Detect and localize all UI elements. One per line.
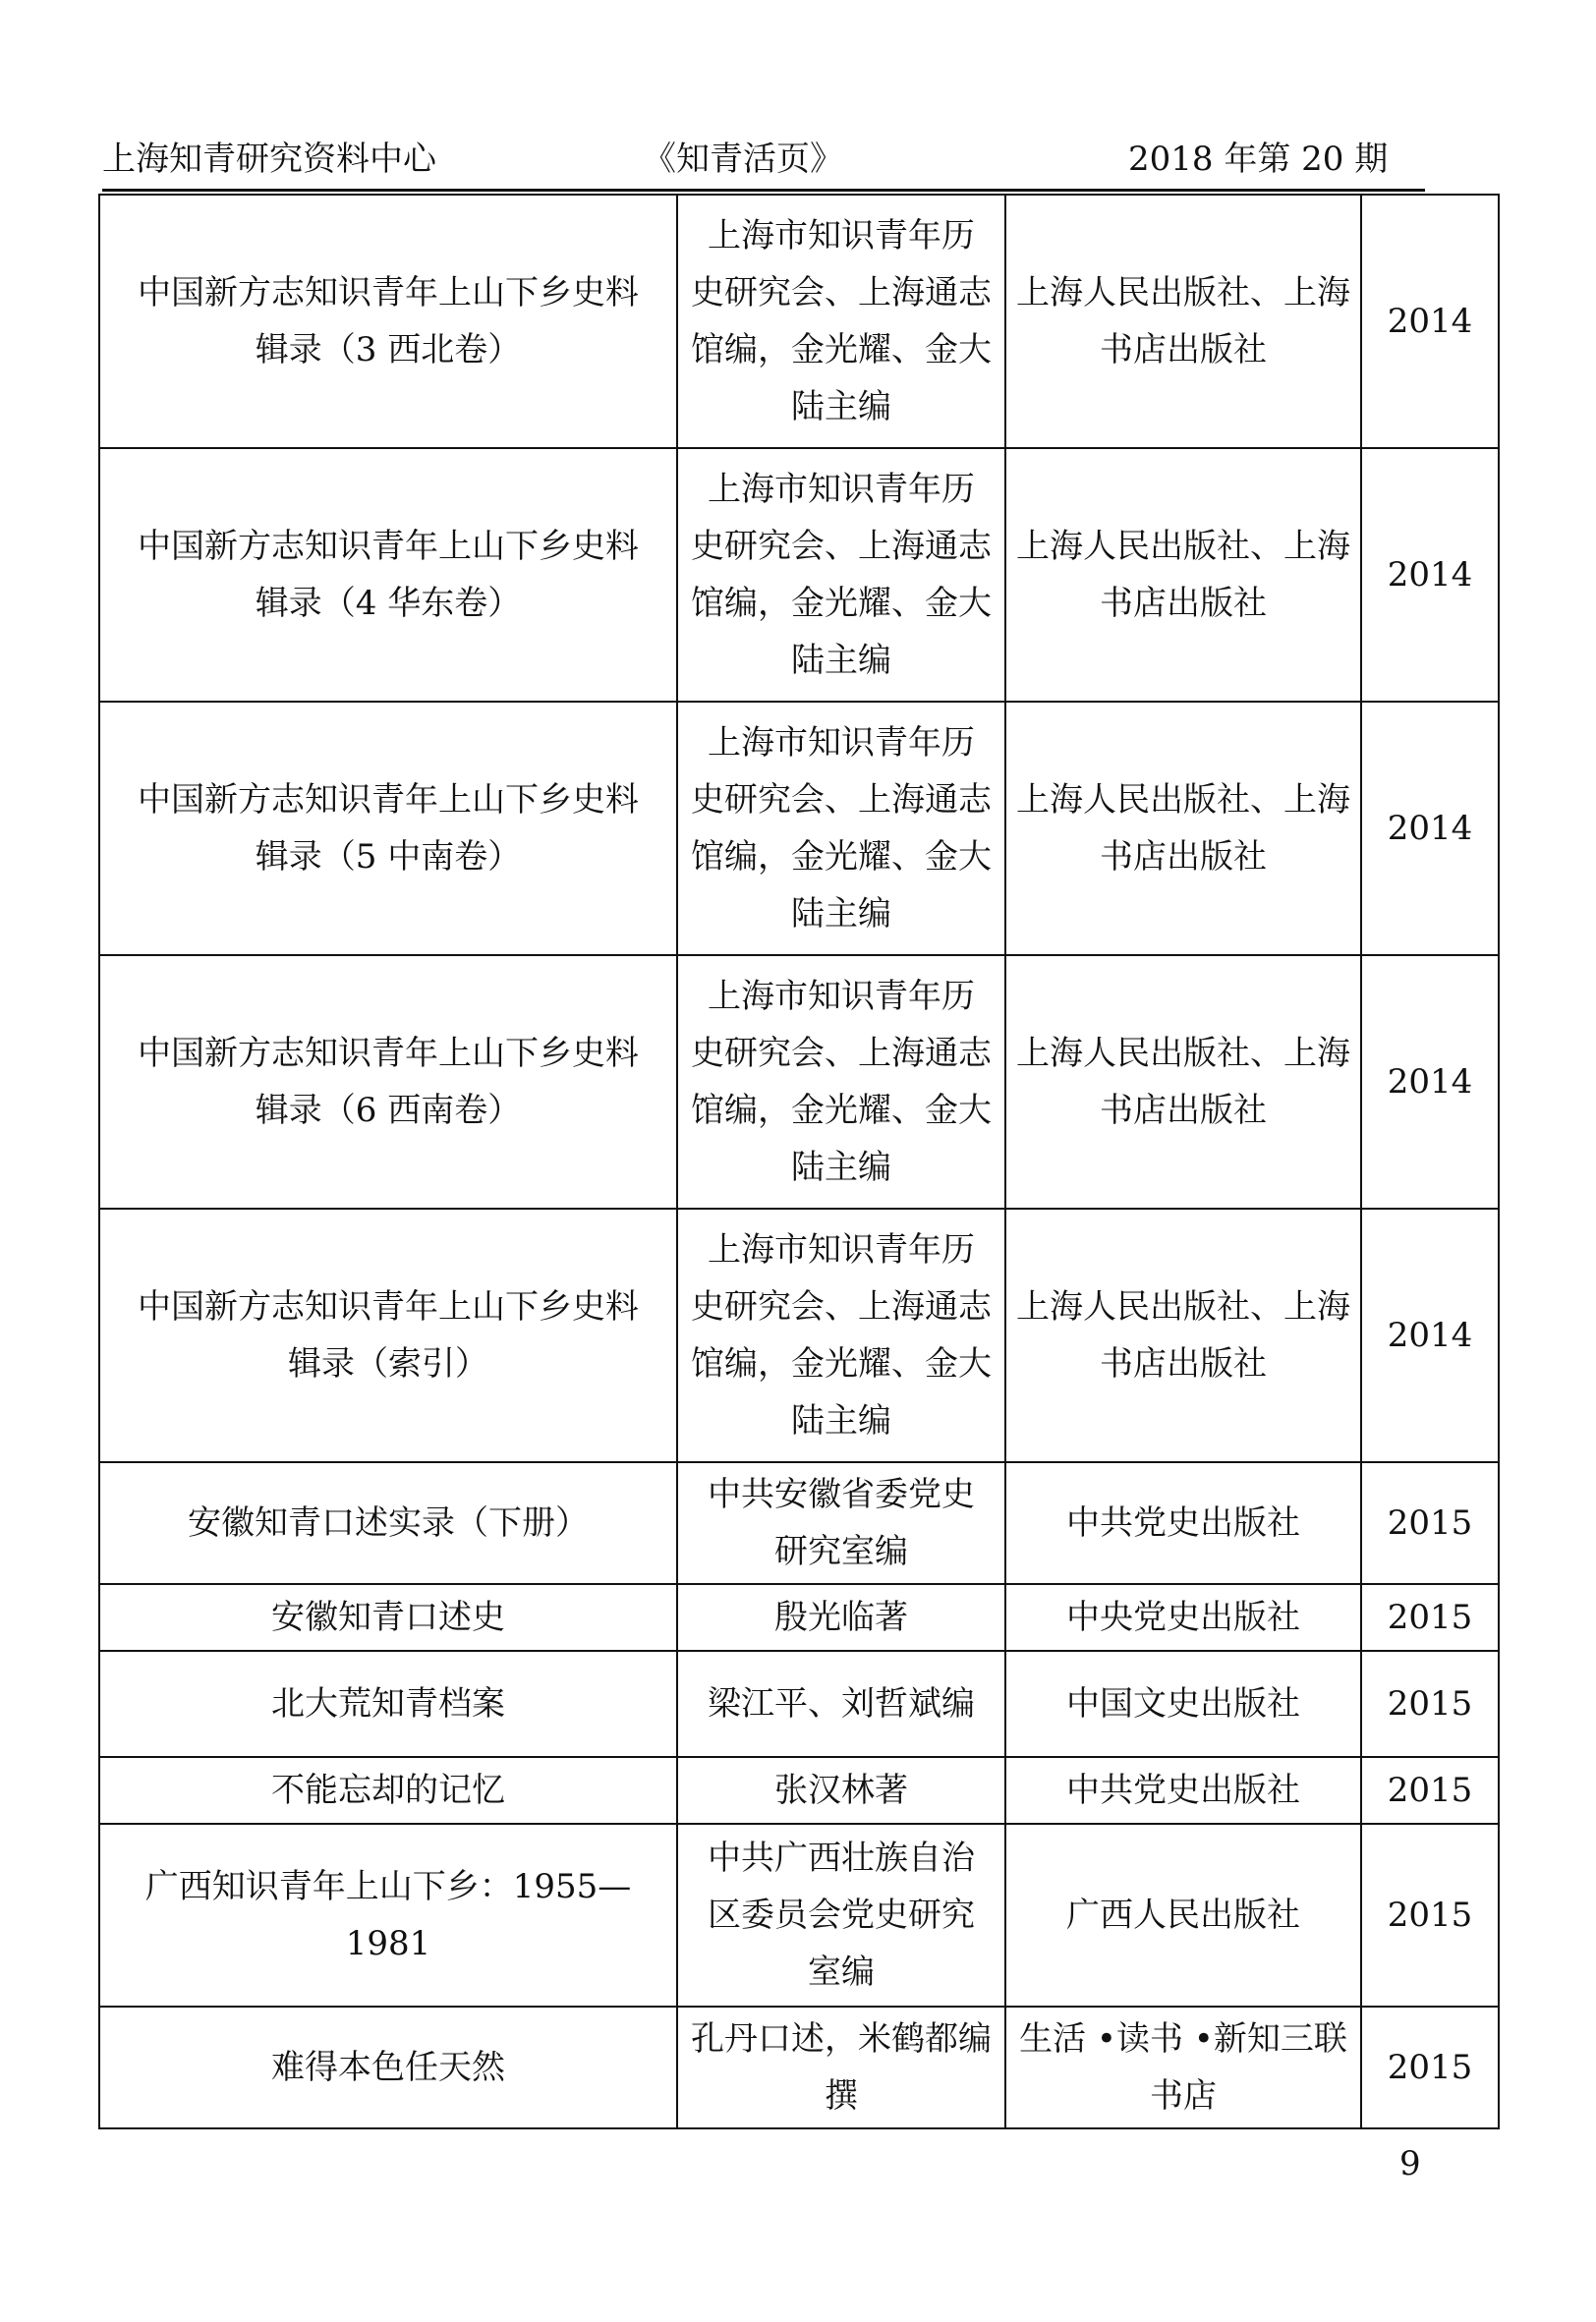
author-cell-line: 馆编，金光耀、金大 xyxy=(691,330,992,369)
publisher-cell-line: 书店 xyxy=(1150,2076,1217,2116)
title-cell-line: 中国新方志知识青年上山下乡史料 xyxy=(138,527,639,566)
author-cell-line: 史研究会、上海通志 xyxy=(691,1287,992,1327)
title-cell xyxy=(99,1584,677,1651)
author-cell-line: 陆主编 xyxy=(791,387,891,426)
author-cell-line: 史研究会、上海通志 xyxy=(691,780,992,820)
author-cell xyxy=(677,1824,1005,2007)
year-cell xyxy=(1361,448,1499,702)
table-row xyxy=(99,1824,1499,2007)
title-cell xyxy=(99,1651,677,1757)
publisher-cell-line: 上海人民出版社、上海 xyxy=(1016,780,1350,820)
author-cell-line: 馆编，金光耀、金大 xyxy=(691,1091,992,1130)
title-cell-line: 辑录（索引） xyxy=(288,1344,488,1384)
publisher-cell xyxy=(1005,702,1361,955)
year-cell xyxy=(1361,1584,1499,1651)
author-cell xyxy=(677,955,1005,1209)
publisher-cell xyxy=(1005,448,1361,702)
year-cell xyxy=(1361,1462,1499,1584)
publisher-cell xyxy=(1005,1584,1361,1651)
publisher-cell-line: 上海人民出版社、上海 xyxy=(1016,1287,1350,1327)
publisher-cell-line: 书店出版社 xyxy=(1100,837,1267,877)
author-cell-line: 史研究会、上海通志 xyxy=(691,273,992,312)
author-cell xyxy=(677,1757,1005,1824)
table-row xyxy=(99,195,1499,448)
author-cell xyxy=(677,1651,1005,1757)
author-cell-line: 陆主编 xyxy=(791,894,891,934)
table-row xyxy=(99,1757,1499,1824)
title-cell xyxy=(99,1209,677,1462)
author-cell-line: 陆主编 xyxy=(791,1401,891,1441)
title-cell-line: 辑录（3 西北卷） xyxy=(255,330,522,369)
title-cell-line: 辑录（5 中南卷） xyxy=(255,837,522,877)
publisher-cell-line: 中央党史出版社 xyxy=(1066,1598,1300,1637)
table-row xyxy=(99,1651,1499,1757)
year-cell xyxy=(1361,195,1499,448)
author-cell xyxy=(677,702,1005,955)
title-cell-line: 安徽知青口述实录（下册） xyxy=(188,1503,589,1543)
year-cell xyxy=(1361,1651,1499,1757)
author-cell-line: 中共安徽省委党史 xyxy=(708,1475,975,1514)
year-cell xyxy=(1361,1757,1499,1824)
author-cell-line: 殷光临著 xyxy=(774,1598,908,1637)
year-cell-text: 2014 xyxy=(1387,1316,1473,1355)
title-cell-line: 北大荒知青档案 xyxy=(271,1684,505,1724)
publisher-cell-line: 中国文史出版社 xyxy=(1066,1684,1300,1724)
publisher-cell-line: 上海人民出版社、上海 xyxy=(1016,273,1350,312)
publisher-cell-line: 生活 •读书 •新知三联 xyxy=(1019,2019,1347,2059)
year-cell-text: 2015 xyxy=(1387,1896,1473,1935)
author-cell-line: 馆编，金光耀、金大 xyxy=(691,1344,992,1384)
author-cell-line: 上海市知识青年历 xyxy=(708,977,975,1016)
table-body xyxy=(99,195,1499,2128)
table-row xyxy=(99,702,1499,955)
publisher-cell xyxy=(1005,195,1361,448)
title-cell-line: 不能忘却的记忆 xyxy=(271,1771,505,1810)
author-cell-line: 史研究会、上海通志 xyxy=(691,1034,992,1073)
title-cell xyxy=(99,2007,677,2128)
author-cell-line: 梁江平、刘哲斌编 xyxy=(708,1684,975,1724)
year-cell-text: 2015 xyxy=(1387,1598,1473,1637)
year-cell-text: 2014 xyxy=(1387,555,1473,595)
author-cell-line: 上海市知识青年历 xyxy=(708,216,975,255)
year-cell-text: 2015 xyxy=(1387,2048,1473,2087)
year-cell xyxy=(1361,1209,1499,1462)
author-cell xyxy=(677,195,1005,448)
author-cell xyxy=(677,1584,1005,1651)
title-cell-line: 1981 xyxy=(345,1924,431,1963)
author-cell-line: 研究室编 xyxy=(774,1532,908,1571)
title-cell xyxy=(99,448,677,702)
publisher-cell xyxy=(1005,1757,1361,1824)
author-cell-line: 孔丹口述，米鹤都编 xyxy=(691,2019,992,2059)
title-cell-line: 中国新方志知识青年上山下乡史料 xyxy=(138,780,639,820)
table-row xyxy=(99,2007,1499,2128)
author-cell-line: 中共广西壮族自治 xyxy=(708,1839,975,1878)
title-cell-line: 难得本色任天然 xyxy=(271,2048,505,2087)
title-cell xyxy=(99,1757,677,1824)
year-cell xyxy=(1361,2007,1499,2128)
publisher-cell-line: 书店出版社 xyxy=(1100,1091,1267,1130)
publisher-cell-line: 广西人民出版社 xyxy=(1066,1896,1300,1935)
header-rule xyxy=(102,189,1425,192)
title-cell-line: 广西知识青年上山下乡：1955— xyxy=(144,1867,632,1906)
publisher-cell-line: 上海人民出版社、上海 xyxy=(1016,527,1350,566)
title-cell-line: 中国新方志知识青年上山下乡史料 xyxy=(138,273,639,312)
publisher-cell xyxy=(1005,955,1361,1209)
publisher-cell-line: 书店出版社 xyxy=(1100,584,1267,623)
publisher-cell-line: 中共党史出版社 xyxy=(1066,1771,1300,1810)
publisher-cell xyxy=(1005,1462,1361,1584)
author-cell xyxy=(677,1209,1005,1462)
year-cell-text: 2015 xyxy=(1387,1684,1473,1724)
publisher-cell xyxy=(1005,1209,1361,1462)
author-cell-line: 史研究会、上海通志 xyxy=(691,527,992,566)
page-header xyxy=(102,126,1419,189)
title-cell-line: 辑录（6 西南卷） xyxy=(255,1091,522,1130)
publisher-cell xyxy=(1005,1824,1361,2007)
header-issue: 2018 年第 20 期 xyxy=(1128,140,1389,179)
year-cell-text: 2014 xyxy=(1387,1062,1473,1102)
book-list-table xyxy=(98,194,1500,2129)
table-row xyxy=(99,1584,1499,1651)
author-cell-line: 区委员会党史研究 xyxy=(708,1896,975,1935)
publisher-cell-line: 上海人民出版社、上海 xyxy=(1016,1034,1350,1073)
title-cell xyxy=(99,1462,677,1584)
title-cell xyxy=(99,955,677,1209)
title-cell-line: 中国新方志知识青年上山下乡史料 xyxy=(138,1287,639,1327)
publisher-cell xyxy=(1005,2007,1361,2128)
year-cell-text: 2014 xyxy=(1387,809,1473,848)
author-cell-line: 馆编，金光耀、金大 xyxy=(691,584,992,623)
header-org: 上海知青研究资料中心 xyxy=(102,140,436,179)
table-row xyxy=(99,1209,1499,1462)
year-cell-text: 2014 xyxy=(1387,302,1473,341)
title-cell-line: 辑录（4 华东卷） xyxy=(255,584,522,623)
publisher-cell xyxy=(1005,1651,1361,1757)
table-row xyxy=(99,448,1499,702)
publisher-cell-line: 中共党史出版社 xyxy=(1066,1503,1300,1543)
table-row xyxy=(99,1462,1499,1584)
year-cell-text: 2015 xyxy=(1387,1771,1473,1810)
year-cell xyxy=(1361,955,1499,1209)
year-cell xyxy=(1361,1824,1499,2007)
header-journal: 《知青活页》 xyxy=(643,140,843,179)
author-cell-line: 撰 xyxy=(825,2076,858,2116)
title-cell xyxy=(99,702,677,955)
year-cell-text: 2015 xyxy=(1387,1503,1473,1543)
publisher-cell-line: 书店出版社 xyxy=(1100,1344,1267,1384)
author-cell-line: 陆主编 xyxy=(791,641,891,680)
author-cell-line: 上海市知识青年历 xyxy=(708,1230,975,1270)
author-cell xyxy=(677,448,1005,702)
publisher-cell-line: 书店出版社 xyxy=(1100,330,1267,369)
table-row xyxy=(99,955,1499,1209)
year-cell xyxy=(1361,702,1499,955)
page-number: 9 xyxy=(1399,2144,1421,2183)
title-cell-line: 安徽知青口述史 xyxy=(271,1598,505,1637)
author-cell-line: 上海市知识青年历 xyxy=(708,470,975,509)
title-cell-line: 中国新方志知识青年上山下乡史料 xyxy=(138,1034,639,1073)
author-cell-line: 陆主编 xyxy=(791,1148,891,1187)
title-cell xyxy=(99,195,677,448)
author-cell xyxy=(677,2007,1005,2128)
author-cell-line: 张汉林著 xyxy=(774,1771,908,1810)
author-cell xyxy=(677,1462,1005,1584)
title-cell xyxy=(99,1824,677,2007)
author-cell-line: 上海市知识青年历 xyxy=(708,723,975,763)
author-cell-line: 室编 xyxy=(808,1953,875,1992)
author-cell-line: 馆编，金光耀、金大 xyxy=(691,837,992,877)
